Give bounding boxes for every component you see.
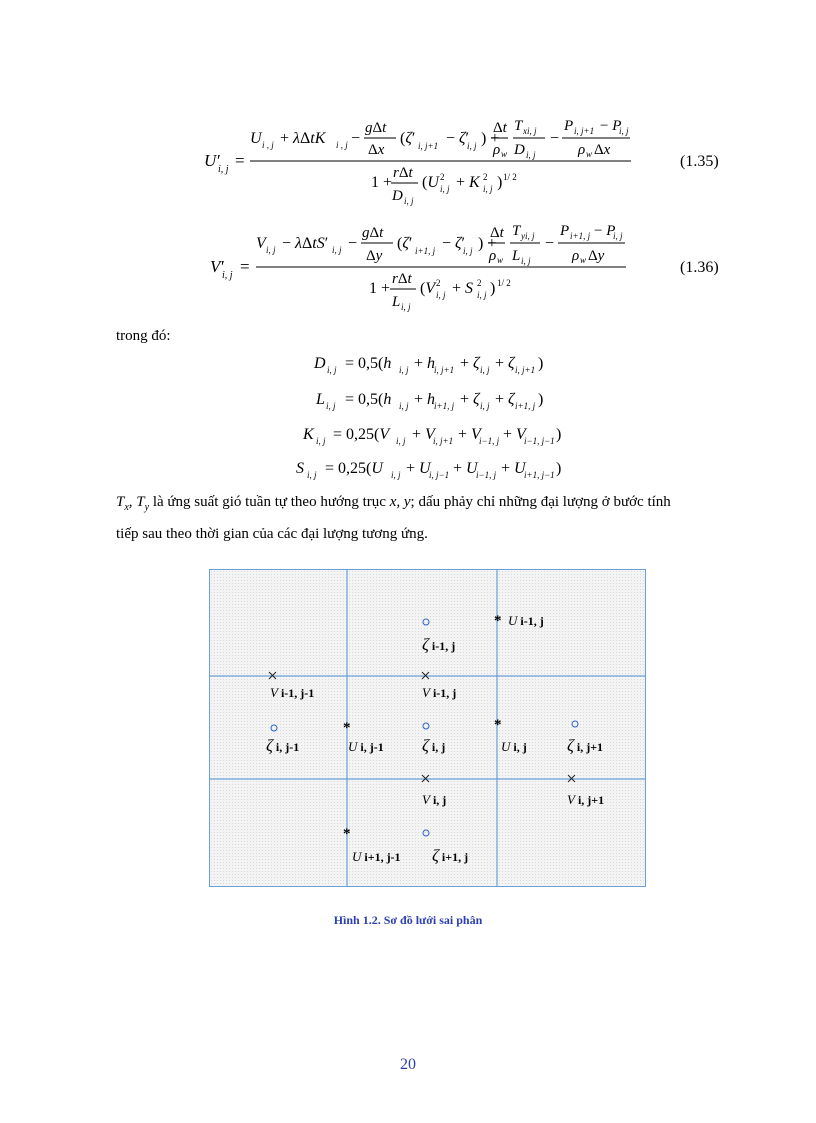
label-V-im1-j: V i-1, j xyxy=(422,685,457,700)
svg-text:) +: ) + xyxy=(481,130,500,147)
svg-text:i+1, j: i+1, j xyxy=(415,246,436,256)
svg-text:i, j: i, j xyxy=(404,196,414,206)
svg-text:V: V xyxy=(256,235,266,252)
svg-text:i, j+1: i, j+1 xyxy=(574,126,595,136)
svg-text:L: L xyxy=(392,294,401,310)
zeta-node xyxy=(572,721,578,727)
svg-text:i, j: i, j xyxy=(396,436,406,446)
svg-text:) +: ) + xyxy=(478,235,497,252)
svg-text:i, j: i, j xyxy=(480,365,490,375)
label-zeta-i-j: ζ i, j xyxy=(422,736,446,755)
note-text-a: là ứng suất gió tuần tự theo hướng trục xyxy=(149,494,390,510)
svg-text:i−1, j: i−1, j xyxy=(476,470,497,480)
svg-text:(ζ′: (ζ′ xyxy=(397,235,413,252)
svg-text:V: V xyxy=(210,257,221,276)
svg-text:+ U: + U xyxy=(453,460,478,477)
svg-text:− ζ′: − ζ′ xyxy=(442,235,466,252)
svg-text:w: w xyxy=(501,149,508,159)
svg-text:i, j: i, j xyxy=(401,302,411,312)
label-V-im1-jm1: V i-1, j-1 xyxy=(270,685,315,700)
svg-text:1 +: 1 + xyxy=(369,280,391,297)
svg-text:Δy: Δy xyxy=(366,248,383,264)
u-node: * xyxy=(343,826,351,842)
svg-text:i , j: i , j xyxy=(336,140,348,150)
svg-text:−: − xyxy=(348,235,358,252)
u-node: * xyxy=(494,717,502,733)
svg-text:i, j: i, j xyxy=(316,436,326,446)
label-zeta-i-jm1: ζ i, j-1 xyxy=(266,736,300,755)
svg-text:=: = xyxy=(235,151,245,170)
equation-number-1-35: (1.35) xyxy=(680,153,719,170)
svg-text:+ K: + K xyxy=(456,174,480,191)
svg-text:P: P xyxy=(560,223,570,239)
svg-text:i, j: i, j xyxy=(480,401,490,411)
svg-text:D: D xyxy=(392,188,403,204)
svg-text:i, j: i, j xyxy=(326,401,336,411)
svg-text:gΔt: gΔt xyxy=(362,225,384,241)
svg-text:−: − xyxy=(351,130,361,147)
svg-text:i, j: i, j xyxy=(483,184,493,194)
svg-text:= 0,5(h: = 0,5(h xyxy=(345,391,392,408)
svg-text:+ h: + h xyxy=(414,391,436,408)
svg-text:i , j: i , j xyxy=(262,140,274,150)
svg-text:i, j: i, j xyxy=(307,470,317,480)
svg-text:i, j: i, j xyxy=(218,164,229,175)
svg-text:−: − xyxy=(545,235,555,252)
svg-text:i, j: i, j xyxy=(399,401,409,411)
svg-text:i, j+1: i, j+1 xyxy=(515,365,536,375)
svg-text:U: U xyxy=(250,130,262,147)
svg-text:+ V: + V xyxy=(412,426,435,443)
svg-text:w: w xyxy=(586,149,593,159)
svg-text:w: w xyxy=(580,255,587,265)
svg-text:L: L xyxy=(512,248,521,264)
svg-text:= 0,5(h: = 0,5(h xyxy=(345,355,392,372)
svg-text:i+1, j: i+1, j xyxy=(570,231,591,241)
svg-text:+ ζ: + ζ xyxy=(460,355,480,372)
svg-text:L: L xyxy=(316,391,325,408)
svg-text:+ V: + V xyxy=(458,426,481,443)
intro-text: trong đó: xyxy=(116,328,171,344)
svg-text:i, j: i, j xyxy=(399,365,409,375)
svg-text:yi, j: yi, j xyxy=(521,231,535,241)
svg-text:2: 2 xyxy=(440,172,445,182)
equation-number-1-36: (1.36) xyxy=(680,259,719,276)
svg-text:i, j+1: i, j+1 xyxy=(434,365,455,375)
svg-text:i, j: i, j xyxy=(391,470,401,480)
label-U-im1-j: U i-1, j xyxy=(508,613,544,628)
note-line-1: $T_x$, $T_y$ là ứng suất gió tuần tự theo hướng trục x, y; dấu phảy chỉ những đại lượng ở bước tính xyxy=(116,494,671,513)
label-zeta-im1-j: ζ i-1, j xyxy=(422,635,456,654)
svg-text:i, j: i, j xyxy=(436,290,446,300)
svg-text:−: − xyxy=(550,130,560,147)
svg-text:− λΔtS′: − λΔtS′ xyxy=(282,235,329,252)
svg-text:rΔt: rΔt xyxy=(392,271,412,287)
svg-text:Δy: Δy xyxy=(588,248,605,264)
svg-text:ρ: ρ xyxy=(572,248,580,264)
svg-text:i, j: i, j xyxy=(521,256,531,266)
svg-text:Δt: Δt xyxy=(490,225,504,241)
svg-text:ρ: ρ xyxy=(493,142,501,158)
svg-text:rΔt: rΔt xyxy=(393,165,413,181)
svg-text:i, j−1: i, j−1 xyxy=(429,470,450,480)
page-number: 20 xyxy=(400,1056,416,1073)
svg-text:1/ 2: 1/ 2 xyxy=(503,172,517,182)
svg-text:+ U: + U xyxy=(406,460,431,477)
svg-text:i, j+1: i, j+1 xyxy=(418,141,439,151)
svg-text:Δx: Δx xyxy=(368,142,385,158)
svg-text:=: = xyxy=(240,257,250,276)
svg-text:): ) xyxy=(556,426,562,443)
label-zeta-i-jp1: ζ i, j+1 xyxy=(567,736,604,755)
zeta-node xyxy=(423,619,429,625)
svg-text:i+1, j: i+1, j xyxy=(515,401,536,411)
svg-text:+ ζ: + ζ xyxy=(495,391,515,408)
svg-text:i, j: i, j xyxy=(222,270,233,281)
u-node: * xyxy=(343,720,351,736)
svg-text:i, j: i, j xyxy=(463,246,473,256)
svg-text:′: ′ xyxy=(221,257,225,276)
zeta-node xyxy=(423,830,429,836)
svg-text:(U: (U xyxy=(422,174,439,191)
svg-text:i, j: i, j xyxy=(613,231,623,241)
svg-text:i, j: i, j xyxy=(327,365,337,375)
svg-text:i, j: i, j xyxy=(332,245,342,255)
svg-text:K: K xyxy=(303,426,314,443)
svg-text:= 0,25(V: = 0,25(V xyxy=(333,426,390,443)
svg-text:): ) xyxy=(497,174,503,191)
svg-text:S: S xyxy=(296,460,304,477)
svg-text:(ζ′: (ζ′ xyxy=(400,130,416,147)
svg-text:1/ 2: 1/ 2 xyxy=(497,278,511,288)
note-line-2: tiếp sau theo thời gian của các đại lượng tương ứng. xyxy=(116,526,428,542)
svg-text:= 0,25(U: = 0,25(U xyxy=(325,460,383,477)
figure-caption: Hình 1.2. Sơ đồ lưới sai phân xyxy=(333,913,483,927)
svg-text:w: w xyxy=(497,255,504,265)
svg-text:i, j+1: i, j+1 xyxy=(433,436,454,446)
svg-text:2: 2 xyxy=(483,172,488,182)
zeta-node xyxy=(423,723,429,729)
svg-text:): ) xyxy=(538,355,544,372)
svg-text:i−1, j−1: i−1, j−1 xyxy=(524,436,555,446)
label-U-i-jm1: U i, j-1 xyxy=(348,739,384,754)
svg-text:xi, j: xi, j xyxy=(523,126,537,136)
svg-text:P: P xyxy=(564,118,574,134)
svg-text:′: ′ xyxy=(217,151,221,170)
svg-text:i+1, j: i+1, j xyxy=(434,401,455,411)
svg-text:− ζ′: − ζ′ xyxy=(446,130,470,147)
svg-text:1 +: 1 + xyxy=(371,174,393,191)
svg-text:): ) xyxy=(538,391,544,408)
svg-text:2: 2 xyxy=(436,278,441,288)
label-U-ip1-jm1: U i+1, j-1 xyxy=(352,849,401,864)
label-U-i-j: U i, j xyxy=(501,739,527,754)
svg-text:(V: (V xyxy=(420,280,436,297)
note-text-b: ; dấu phảy chỉ những đại lượng ở bước tính xyxy=(410,494,671,510)
svg-text:+ ζ: + ζ xyxy=(495,355,515,372)
zeta-node xyxy=(271,725,277,731)
label-V-i-j: V i, j xyxy=(422,792,447,807)
u-node: * xyxy=(494,613,502,629)
svg-text:Δt: Δt xyxy=(493,120,507,136)
svg-text:ρ: ρ xyxy=(489,248,497,264)
svg-text:gΔt: gΔt xyxy=(365,120,387,136)
svg-text:i, j: i, j xyxy=(619,126,629,136)
svg-text:i−1, j: i−1, j xyxy=(479,436,500,446)
svg-text:+ S: + S xyxy=(452,280,474,297)
label-V-i-jp1: V i, j+1 xyxy=(567,792,605,807)
svg-text:): ) xyxy=(556,460,562,477)
svg-text:− P: − P xyxy=(594,223,616,239)
svg-text:i+1, j−1: i+1, j−1 xyxy=(524,470,555,480)
svg-text:T: T xyxy=(512,223,521,239)
svg-text:U: U xyxy=(204,151,217,170)
svg-text:+ h: + h xyxy=(414,355,436,372)
svg-text:2: 2 xyxy=(477,278,482,288)
svg-text:): ) xyxy=(490,280,496,297)
svg-text:+ λΔtK: + λΔtK xyxy=(280,130,326,147)
svg-text:+ V: + V xyxy=(503,426,526,443)
svg-text:i, j: i, j xyxy=(526,150,536,160)
svg-text:ρ: ρ xyxy=(578,142,586,158)
svg-text:i, j: i, j xyxy=(266,245,276,255)
svg-text:Δx: Δx xyxy=(594,142,611,158)
svg-text:i, j: i, j xyxy=(467,141,477,151)
svg-text:+ ζ: + ζ xyxy=(460,391,480,408)
svg-text:i, j: i, j xyxy=(440,184,450,194)
svg-text:− P: − P xyxy=(600,118,622,134)
svg-text:D: D xyxy=(314,355,326,372)
label-zeta-ip1-j: ζ i+1, j xyxy=(432,846,469,865)
svg-text:D: D xyxy=(514,142,525,158)
svg-text:+ U: + U xyxy=(501,460,526,477)
svg-text:i, j: i, j xyxy=(477,290,487,300)
svg-text:T: T xyxy=(514,118,523,134)
